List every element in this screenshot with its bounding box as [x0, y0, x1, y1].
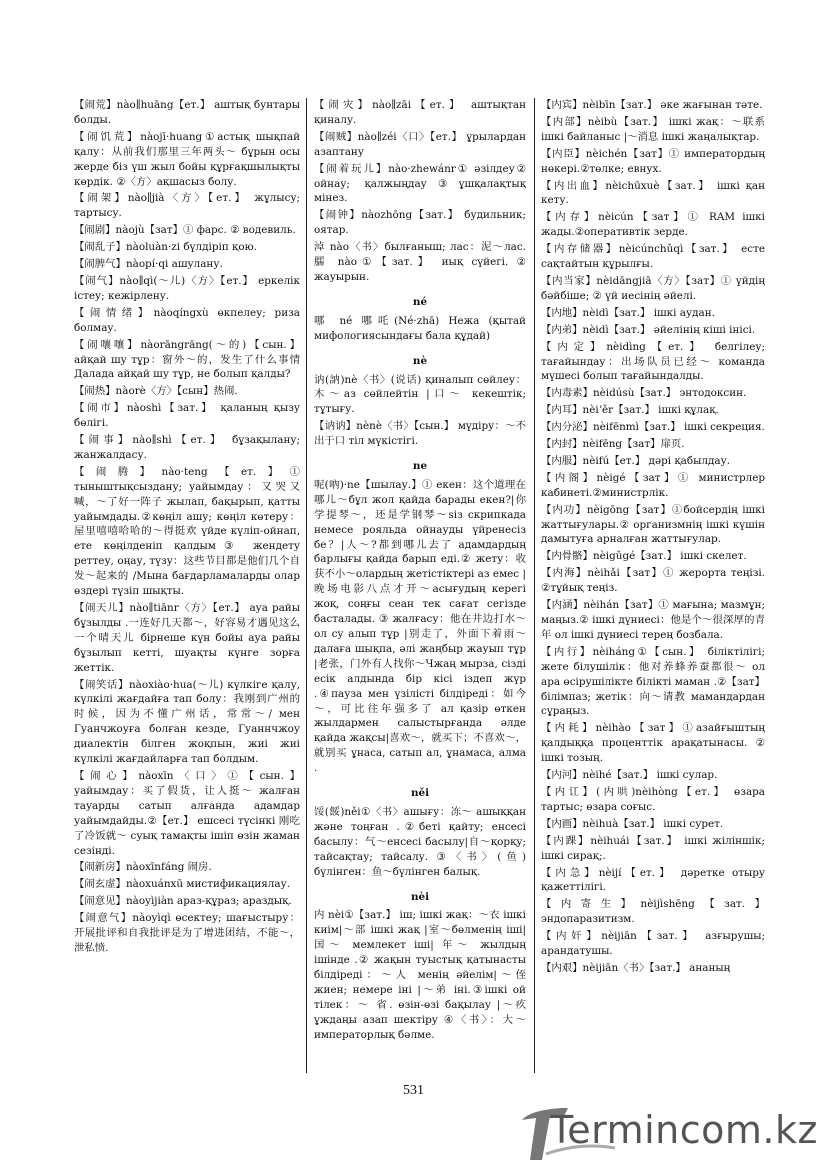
dictionary-entry: 【内分泌】nèifēnmì【зат.】 ішкі секреция. — [541, 421, 765, 434]
dictionary-entry: 【内耗】nèihào【зат】①азайғыштың қалдыққа проценттік арақатынасы. ② ішкі тозың. — [541, 722, 765, 765]
dictionary-entry: 【内宾】nèibīn【зат.】 әке жағынан тәте. — [541, 99, 763, 111]
dictionary-entry: 【内当家】nèidāngjiā〈方〉【зат】① үйдің бәйбіше; ② үй иесінің әйелі. — [541, 274, 765, 302]
dictionary-entry: 【内画】nèihuà【зат.】 ішкі сурет. — [541, 817, 724, 830]
dictionary-entry: 【闹热】nàorè〈方〉【сын】热闹. — [74, 385, 238, 398]
dictionary-entry: 【闹饥荒】nàojī·huang①астық шықпай қалу：从前我们那里三年两头～ бұрын осы жерде біз үш жыл бойы құрғақшылықты көрдік. ②〈方〉ақшасыз болу. — [74, 130, 300, 188]
dictionary-entry: 【闹情绪】nàoqíngxù өкпелеу; риза болмау. — [74, 306, 300, 334]
dictionary-entry: 馁(餒)něi①〈书〉ашығу：冻～ ашыққан және тоңған .②беті қайту; енсесі басылу：气～енсесі басылу|自～қорқу; тайсақтау; тайсалу. ③〈书〉(鱼) бүлінген：鱼～бүлінген балық. — [314, 805, 526, 878]
dictionary-entry: 【内存储器】nèicúnchǔqì【зат.】 есте сақтайтын құрылғы. — [541, 243, 765, 271]
column-divider — [306, 98, 307, 1073]
column-middle — [314, 98, 526, 1078]
dictionary-entry: 【闹荒】nào∥huāng【ет.】 аштық бунтары болды. — [74, 99, 300, 126]
dictionary-entry: 讷(訥)nè〈书〉(说话) қиналып сөйлеу：木～аз сөйлейтін |口～ кекештік; тұтығу. — [314, 373, 526, 416]
dictionary-entry: 【闹心】nàoxīn〈口〉①【сын.】 уайымдау：买了假货，让人挺～ жалған тауарды сатып алғанда адамдар уайымдайды.②【ет.】 ешсесі түсінкі 刚吃了冷饭就～ суық тамақты ішіп өзін жаман сезінді. — [74, 769, 300, 857]
dictionary-entry: 【内毒素】nèidúsù【зат.】 энтодоксин. — [541, 387, 747, 400]
dictionary-entry: 【内骨骼】nèigǔgé【зат.】 ішкі скелет. — [541, 550, 747, 563]
dictionary-entry: 【闹玄虚】nàoxuánxū мистификациялау. — [74, 878, 291, 891]
dictionary-entry: 内 nèi①【зат.】 іш; ішкі жақ：～衣 ішкі киім|～部 ішкі жақ |室～бөлменің іші| 国～ мемлекет іші| 年～ жылдың ішінде .② жақын туыстық қатынасты білдіреді：～人 менің әйелім|～侄 жиен; немере іні |～弟 іні.③ішкі ой тілек：～ 省. өзін-өзі бақылау |～疚 ұждаңы азап шектіру ④〈书〉：大～ императорлық бәлме. — [314, 909, 526, 1041]
logo-text: Termincom.kz — [550, 1108, 818, 1152]
dictionary-entry: 【内功】nèigōng【зат】①бойсердің ішкі жаттығулары.② организмнің ішкі күшін дамытуға арналған жаттығулар. — [541, 503, 765, 546]
dictionary-entry: 【闹剧】nàojù【зат】① фарс. ② водевиль. — [74, 224, 296, 237]
dictionary-entry: 【内艰】nèijiān〈书〉【зат.】 ананың — [541, 961, 731, 974]
dictionary-entry: 【内行】nèiháng①【сын.】 біліктілігі; жете білушілік：他对养蜂养蚕都很～ ол ара өсірушіліктe білікті маман .②【зат】білімпаз; жетік：向～请教 мамандардан сұраңыз. — [541, 645, 765, 718]
dictionary-entry: 【闹嚷嚷】nàorāngrāng(～的)【сын.】 айқай шу тұр：窗外～的，发生了什么事情 Далада айқай шу тұр, не болып қалды? — [74, 338, 300, 381]
dictionary-entry: 【讷讷】nènè〈书〉【сын.】 мүдіру：～不出于口 тіл мүкістігі. — [314, 420, 526, 448]
dictionary-entry: 【闹架】nào∥jià〈方〉【ет.】 жұлысу; тартысу. — [74, 192, 300, 220]
page-number: 531 — [403, 1083, 424, 1098]
dictionary-entry: 【内地】nèidì【зат.】 ішкі аудан. — [541, 306, 715, 319]
dictionary-entry: 【闹气】nào∥qì(～儿)〈方〉【ет.】 еркелік істеу; кежірлену. — [74, 274, 300, 302]
dictionary-entry: 【闹脾气】nàopí·qi ашулану. — [74, 258, 223, 271]
dictionary-entry: 哪 né 哪吒(Né·zhā) Нежа (қытай мифологиясындағы бала құдай) — [314, 314, 526, 342]
dictionary-entry: 【内定】nèidìng【ет.】 белгілеу; тағайындау：出场队员已经～ команда мүшесі болып тағайындалды. — [541, 340, 765, 383]
dictionary-entry: 【闹意见】nàoyìjiàn араз-құраз; араздық. — [74, 895, 292, 908]
dictionary-entry: 【闹事】nào∥shì【ет.】 бұзақылану; жанжалдасу. — [74, 434, 300, 461]
dictionary-entry: 【闹新房】nàoxīnfáng 闹房. — [74, 861, 212, 874]
column-right — [541, 98, 765, 1078]
dictionary-entry: 【内阁】nèigé【зат】① министрлер кабинеті.②министрлік. — [541, 471, 765, 499]
dictionary-entry: 【闹市】nàoshì【зат.】 қаланың қызу бөлігі. — [74, 402, 300, 430]
section-heading: ne — [412, 460, 428, 473]
dictionary-entry: 【内讧】(内哄)nèihòng【ет.】 өзара тартыс; өзара соғыс. — [541, 785, 765, 813]
dictionary-entry: 【内存】nèicún【зат】① RAM ішкі жады.②оперативтік зерде. — [541, 211, 765, 239]
dictionary-entry: 【内弟】nèidì【зат.】 әйелінің кіші інісі. — [541, 323, 756, 336]
column-divider — [534, 98, 535, 1073]
dictionary-entry: 【内奸】nèijiān【зат.】 азғырушы; арандатушы. — [541, 930, 765, 958]
dictionary-entry: 【内服】nèifú【ет.】 дәрі қабылдау. — [541, 454, 730, 467]
dictionary-entry: 【闹天儿】nào∥tiānr〈方〉【ет.】 ауа райы бұзылды .一连好几天都～，好容易才遇见这么一个晴天儿 бірнеше күн бойы ауа райы бұзылып кетті, шуақты күнге зорға жеттік. — [74, 602, 300, 674]
dictionary-entry: 【内部】nèibù【зат.】 ішкі жақ：～联系 ішкі байланыс |～消息 ішкі жаңалықтар. — [541, 115, 765, 143]
dictionary-entry: 【内封】nèifēng【зат】扉页. — [541, 438, 685, 451]
dictionary-entry: 【内耳】nèiʼěr【зат.】 ішкі құлақ. — [541, 404, 719, 417]
dictionary-entry: 【闹贼】nào∥zéi〈口〉【ет.】 ұрылардан азаптану — [314, 130, 526, 158]
dictionary-entry: 【闹意气】nàoyìqì өсектеу; шағыстыру：开展批评和自我批评是为了增进团结，不能～，泄私愤. — [74, 912, 300, 954]
dictionary-entry: 【闹钟】nàozhōng【зат.】 будильник; оятар. — [314, 209, 526, 237]
dictionary-entry: 【内河】nèihé【зат.】 ішкі сулар. — [541, 769, 718, 782]
dictionary-entry: 【内踝】nèihuái【зат.】 ішкі жіліншік; ішкі сирақ;. — [541, 834, 765, 862]
dictionary-entry: 淖 nào〈书〉былғаныш; лас：泥～лас. 臑 nào①【зат.】 иық сүйегі. ② жауырын. — [314, 241, 526, 283]
dictionary-entry: 【内涵】nèihán【зат】① мағына; мазмұн; маңыз.② ішкі дүниесі：他是个～很深厚的青年 ол ішкі дүниесі терең бозбала. — [541, 599, 765, 641]
dictionary-entry: 【内臣】nèichén【зат】① императордың нөкері.②төлке; евнух. — [541, 147, 765, 175]
dictionary-entry: 【内急】nèijí【ет.】 дәретке отыру қажеттілігі. — [541, 866, 765, 894]
section-heading: nè — [412, 354, 428, 367]
dictionary-entry: 呢(吶)·ne【шылау.】① екен：这个道理在哪儿～бұл жол қайда барады екен?|你学提琴～，还是学钢琴～siз скрипкада немесе рояльда ойнауды үйренесіз бе？|人～?都到哪儿去了 адамдардың барлығы қайда барып еді.② жету：收获不小～олардың жетістіктері аз емес |晚场电影八点才开～асығудың керегі жоқ, соңғы сеан тек сағат сегізде басталады. ③ жалғасу：他在井边打水～ол су алып тұр |别走了，外面下着雨～далаға шықпа, әлі жаңбыр жауып тұр |老张，门外有人找你～Чжаң мырза, сізді есік алдында бір кісі іздеп жүр .④пауза мен үзілісті білдіреді：如今～，可比往年强多了 ал қазір өткен жылдармен салыстырғанда әлде қайда жақсы|喜欢～，就买下；不喜欢～，就别买 ұнаса, сатып ал, ұнамаса, алма . — [314, 478, 526, 775]
dictionary-entry: 【闹着玩儿】nào·zhewánr① əзілдеу② ойнау; қалжыңдау③ұшқалақтық мінез. — [314, 162, 526, 205]
column-left — [74, 98, 300, 1078]
section-heading: nèi — [410, 890, 430, 903]
dictionary-entry: 【内海】nèihǎi【зат】① жерорта теңізі. ②тұйық теңіз. — [541, 567, 765, 595]
section-heading: něi — [410, 787, 430, 800]
dictionary-entry: 【内出血】nèichūxuè【зат.】 ішкі қан кету. — [541, 179, 765, 207]
dictionary-entry: 【闹乱子】nàoluàn·zi бүлдіріп қою. — [74, 241, 257, 254]
dictionary-entry: 【内寄生】nèijìshēng【зат.】 эндопаразитизм. — [541, 898, 765, 926]
dictionary-entry: 【闹腾】nào·teng【ет.】① тыныштықсыздану; уайымдау：又哭又喊，～了好一阵子 жылап, бақырып, қатты уайымдады.②көңіл ашу; көңіл көтеру：屋里嘻嘻哈哈的～得挺欢 үйде күліп-ойнап, ете көңілденіп қалдым③ жендету реттеу, оңау, түзу：这些节目都是他们几个自发～起来的 /Мына бағдарламаларды олар өздері түзіп шықты. — [74, 465, 300, 598]
dictionary-entry: 【闹笑话】nàoxiào·hua(～儿) күлкіге қалу, күлкілі жағдайға тап болу：我刚到广州的时候，因为不懂广州话，常常～/ мен Гуанчжоуға болған кезде, Гуаннчжоу диалектін білген жоқпын, жиі жиі күлкілі жағдайларға тап болдым. — [74, 678, 300, 766]
section-heading: né — [412, 295, 428, 308]
dictionary-entry: 【闹灾】nào∥zāi【ет.】 аштықтан қиналу. — [314, 99, 526, 126]
